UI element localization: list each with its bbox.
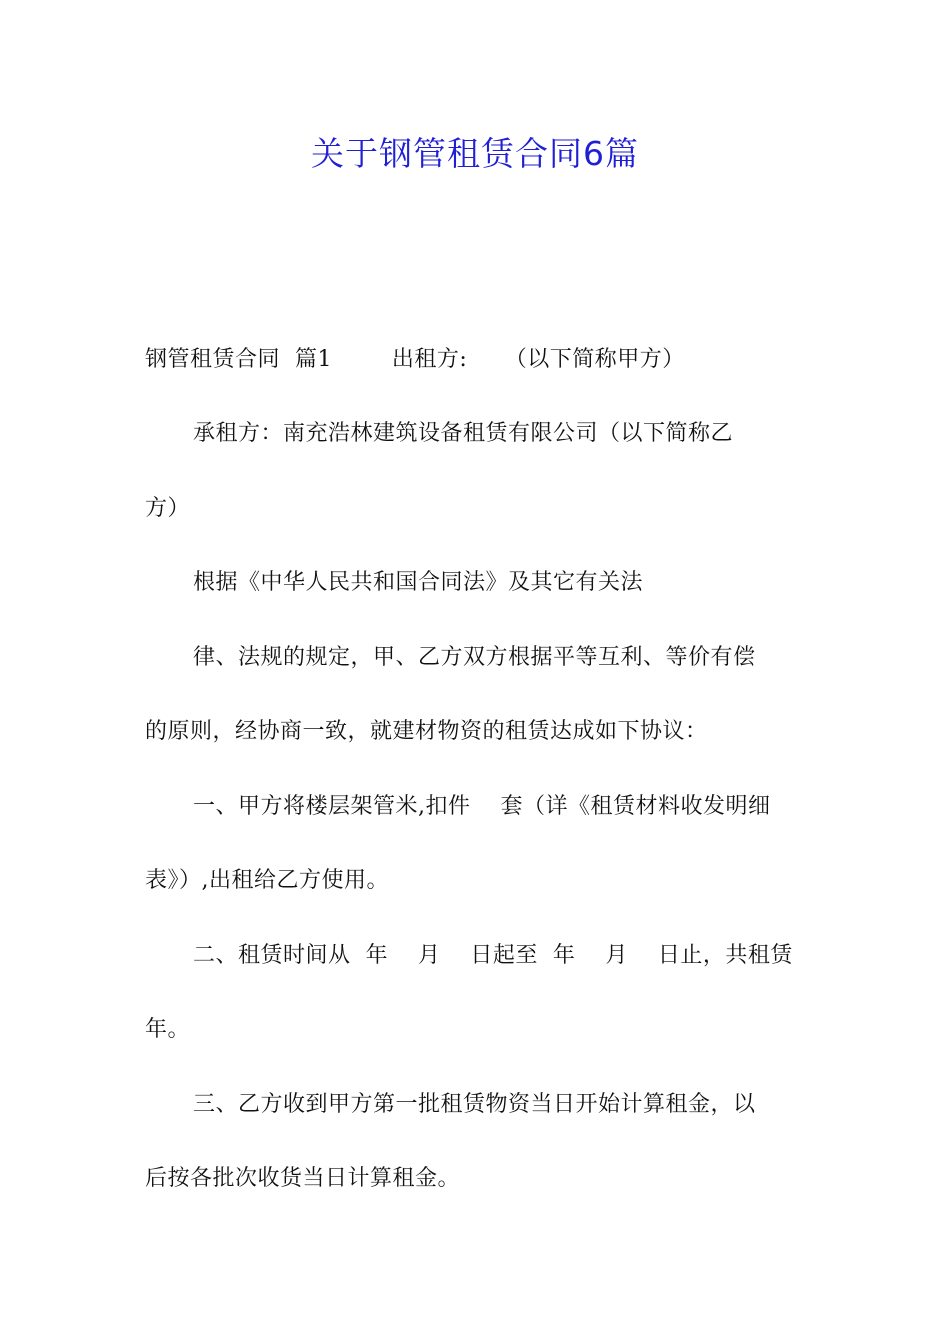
contract-heading-line: 钢管租赁合同 篇1 出租方: （以下简称甲方） (145, 347, 685, 372)
preamble-line-3: 的原则，经协商一致，就建材物资的租赁达成如下协议： (145, 719, 708, 744)
clause-2-line-1: 二、租赁时间从 年 月 日起至 年 月 日止，共租赁 (193, 943, 793, 968)
document-title: 关于钢管租赁合同6篇 (311, 134, 639, 173)
clause-1-line-2: 表》）,出租给乙方使用。 (145, 868, 389, 893)
clause-2-line-2: 年。 (145, 1017, 191, 1042)
clause-3-line-2: 后按各批次收货当日计算租金。 (145, 1166, 461, 1191)
lessee-line-continued: 方） (145, 496, 191, 521)
preamble-line-1: 根据《中华人民共和国合同法》及其它有关法 (193, 570, 644, 595)
clause-3-line-1: 三、乙方收到甲方第一批租赁物资当日开始计算租金，以 (193, 1092, 756, 1117)
clause-1-line-1: 一、甲方将楼层架管米,扣件 套（详《租赁材料收发明细 (193, 794, 771, 819)
preamble-line-2: 律、法规的规定，甲、乙方双方根据平等互利、等价有偿 (193, 645, 756, 670)
lessee-line: 承租方：南充浩林建筑设备租赁有限公司（以下简称乙 (193, 421, 734, 446)
